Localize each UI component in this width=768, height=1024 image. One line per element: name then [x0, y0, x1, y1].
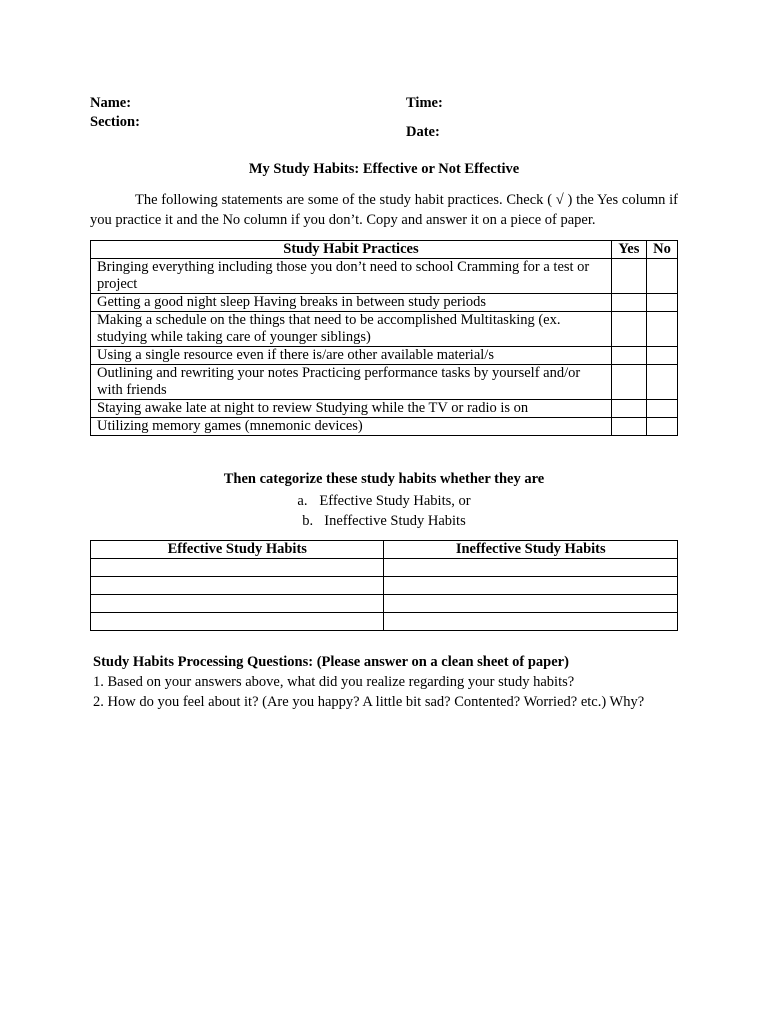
ineffective-cell[interactable]	[384, 559, 678, 577]
habit-cell: Staying awake late at night to review Studying while the TV or radio is on	[91, 400, 612, 418]
habit-cell: Bringing everything including those you don’t need to school Cramming for a test or project	[91, 259, 612, 294]
column-header-effective: Effective Study Habits	[91, 541, 384, 559]
yes-cell[interactable]	[611, 400, 646, 418]
table-row	[91, 294, 678, 312]
habit-cell: Making a schedule on the things that need to be accomplished Multitasking (ex. studying while taking care of younger siblings)	[91, 312, 612, 347]
habit-cell: Using a single resource even if there is/are other available material/s	[91, 347, 612, 365]
yes-cell[interactable]	[611, 418, 646, 436]
list-item	[0, 491, 768, 511]
yes-cell[interactable]	[611, 294, 646, 312]
table-row	[91, 365, 678, 400]
no-cell[interactable]	[646, 312, 677, 347]
ineffective-cell[interactable]	[384, 595, 678, 613]
option-effective: Effective Study Habits, or	[319, 493, 471, 509]
no-cell[interactable]	[646, 418, 677, 436]
categorize-heading: Then categorize these study habits whether they are	[223, 471, 545, 487]
effective-cell[interactable]	[91, 577, 384, 595]
section-label: Section:	[90, 114, 140, 130]
table-row	[91, 312, 678, 347]
yes-cell[interactable]	[611, 347, 646, 365]
table-row	[91, 347, 678, 365]
column-header-yes: Yes	[611, 241, 646, 259]
table-row	[91, 595, 678, 613]
name-label: Name:	[90, 95, 132, 111]
question-item: 2. How do you feel about it? (Are you happy? A little bit sad? Contented? Worried? etc.) Why?	[93, 694, 645, 710]
column-header-practices: Study Habit Practices	[91, 241, 612, 259]
processing-questions	[93, 652, 644, 712]
date-label: Date:	[406, 124, 440, 140]
ineffective-cell[interactable]	[384, 577, 678, 595]
page-title: My Study Habits: Effective or Not Effective	[248, 161, 520, 177]
list-item	[0, 511, 768, 531]
category-options-list	[0, 491, 768, 531]
ineffective-cell[interactable]	[384, 613, 678, 631]
option-ineffective: Ineffective Study Habits	[324, 513, 466, 529]
effective-cell[interactable]	[91, 613, 384, 631]
yes-cell[interactable]	[611, 312, 646, 347]
habit-cell: Utilizing memory games (mnemonic devices)	[91, 418, 612, 436]
no-cell[interactable]	[646, 365, 677, 400]
column-header-ineffective: Ineffective Study Habits	[384, 541, 678, 559]
categorize-table	[90, 540, 678, 631]
yes-cell[interactable]	[611, 365, 646, 400]
effective-cell[interactable]	[91, 595, 384, 613]
list-marker: b.	[302, 513, 314, 529]
instructions-paragraph: The following statements are some of the study habit practices. Check ( √ ) the Yes column if you practice it and the No column if you don’t. Copy and answer it on a piece of paper.	[90, 192, 678, 228]
habit-cell: Getting a good night sleep Having breaks in between study periods	[91, 294, 612, 312]
table-row	[91, 577, 678, 595]
table-row	[91, 259, 678, 294]
habit-cell: Outlining and rewriting your notes Practicing performance tasks by yourself and/or with friends	[91, 365, 612, 400]
table-header-row	[91, 541, 678, 559]
table-header-row	[91, 241, 678, 259]
question-item: 1. Based on your answers above, what did you realize regarding your study habits?	[93, 674, 575, 690]
column-header-no: No	[646, 241, 677, 259]
no-cell[interactable]	[646, 294, 677, 312]
no-cell[interactable]	[646, 347, 677, 365]
effective-cell[interactable]	[91, 559, 384, 577]
table-row	[91, 613, 678, 631]
time-label: Time:	[406, 95, 443, 111]
table-row	[91, 400, 678, 418]
table-row	[91, 418, 678, 436]
no-cell[interactable]	[646, 259, 677, 294]
list-marker: a.	[297, 493, 308, 509]
yes-cell[interactable]	[611, 259, 646, 294]
questions-heading: Study Habits Processing Questions: (Please answer on a clean sheet of paper)	[93, 654, 569, 670]
table-row	[91, 559, 678, 577]
study-habits-table	[90, 240, 678, 436]
no-cell[interactable]	[646, 400, 677, 418]
